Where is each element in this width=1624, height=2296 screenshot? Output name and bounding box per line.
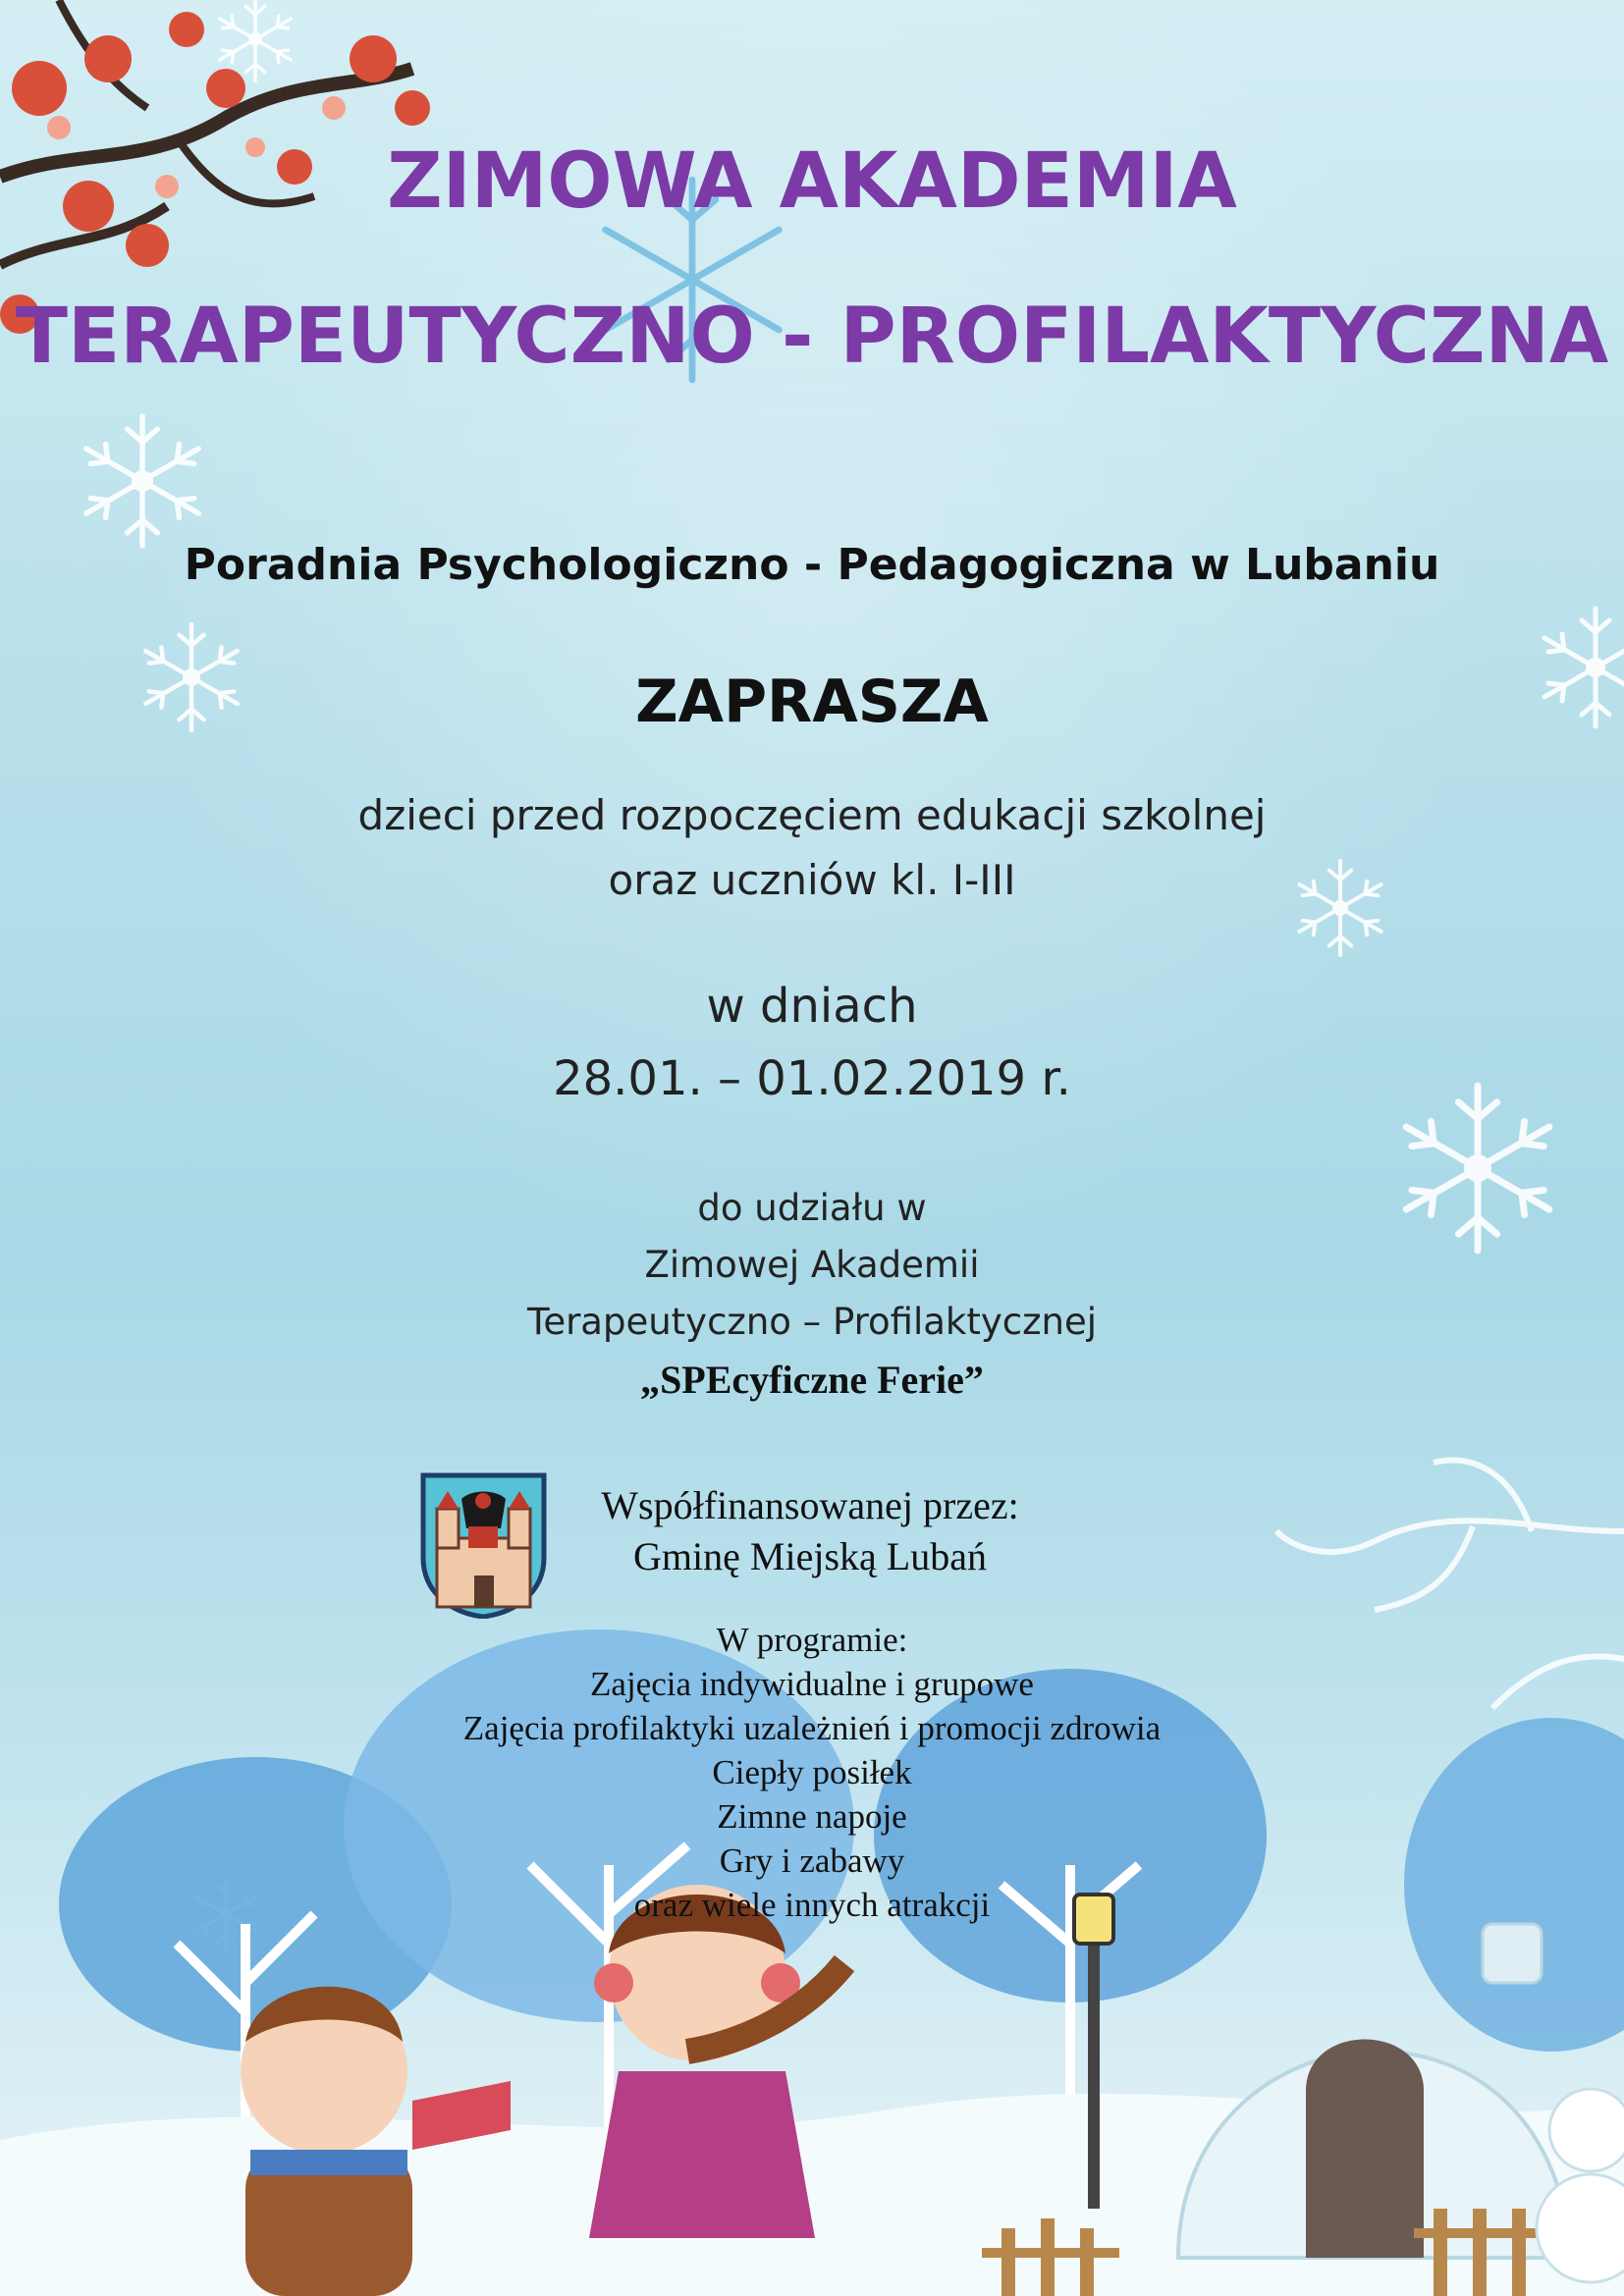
participation-line-2: Zimowej Akademii: [644, 1244, 980, 1286]
igloo: [1178, 1924, 1571, 2258]
title-line-1: ZIMOWA AKADEMIA: [387, 137, 1237, 226]
program-item: Zajęcia indywidualne i grupowe: [590, 1665, 1034, 1703]
organizer: Poradnia Psychologiczno - Pedagogiczna w Lubaniu: [184, 540, 1440, 590]
event-name: „SPEcyficzne Ferie”: [640, 1358, 984, 1402]
program-item: Ciepły posiłek: [712, 1753, 912, 1791]
participation-line-3: Terapeutyczno – Profilaktycznej: [527, 1301, 1097, 1343]
coat-of-arms-icon: [417, 1469, 550, 1619]
funding-line-1: Współfinansowanej przez:: [601, 1483, 1019, 1527]
title-line-2: TERAPEUTYCZNO - PROFILAKTYCZNA: [15, 293, 1609, 381]
dates-range: 28.01. – 01.02.2019 r.: [553, 1051, 1071, 1106]
audience-line-2: oraz uczniów kl. I-III: [608, 856, 1016, 904]
program-item: Zimne napoje: [717, 1797, 907, 1836]
program-item: Gry i zabawy: [719, 1842, 905, 1880]
program-heading: W programie:: [716, 1621, 908, 1659]
dates-label: w dniach: [706, 979, 918, 1034]
invite-heading: ZAPRASZA: [635, 667, 989, 736]
program-item: Zajęcia profilaktyki uzależnień i promocji zdrowia: [462, 1709, 1162, 1747]
program-item: oraz wiele innych atrakcji: [633, 1886, 991, 1924]
audience-line-1: dzieci przed rozpoczęciem edukacji szkolnej: [357, 791, 1267, 839]
funding-line-2: Gminę Miejską Lubań: [633, 1534, 987, 1578]
participation-line-1: do udziału w: [697, 1187, 927, 1229]
